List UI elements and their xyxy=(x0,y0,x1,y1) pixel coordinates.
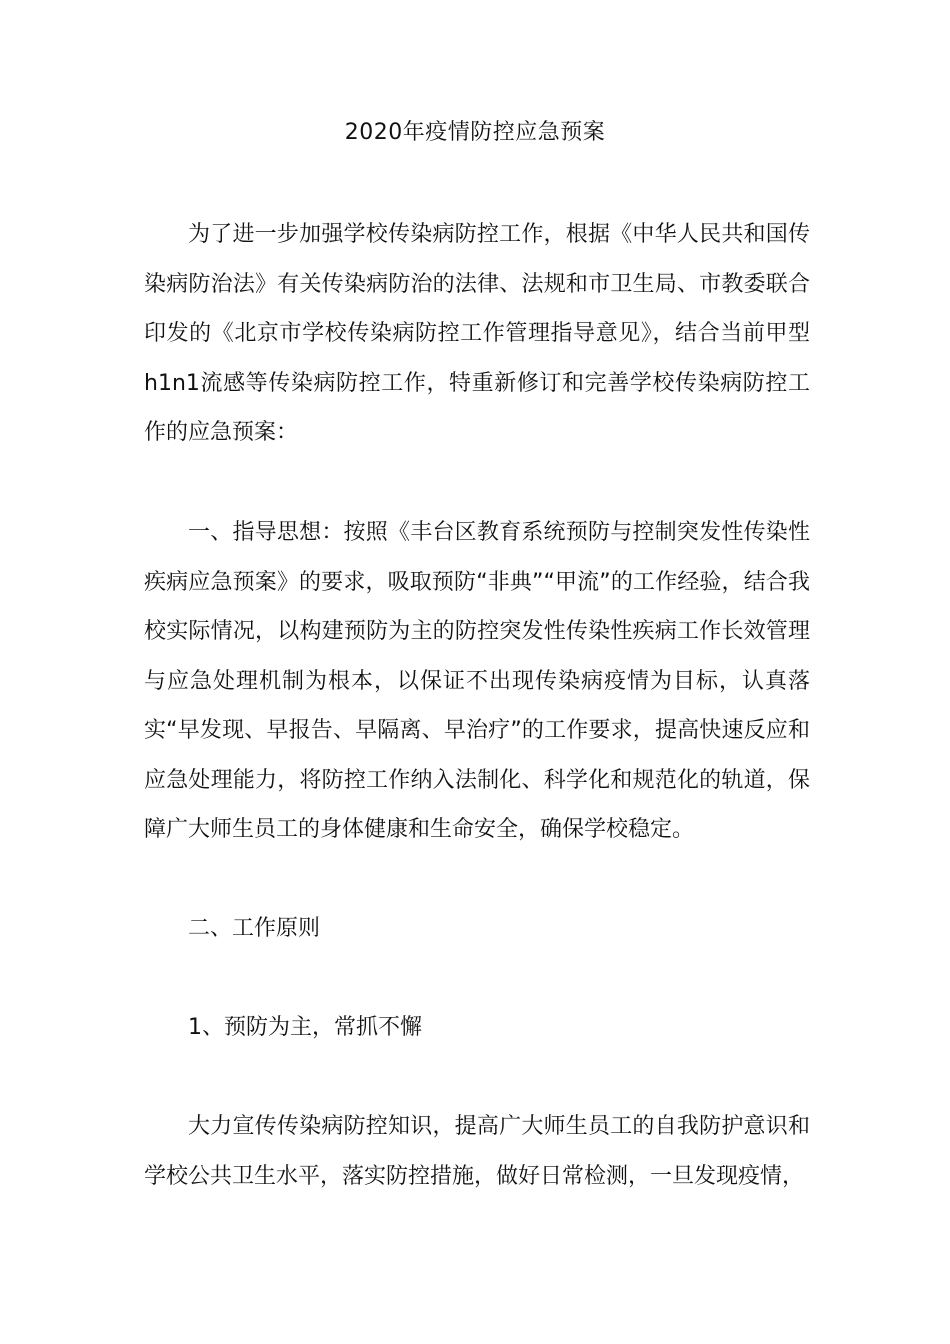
document-title: 2020年疫情防控应急预案 xyxy=(344,120,606,145)
intro-paragraph: 为了进一步加强学校传染病防控工作，根据《中华人民共和国传染病防治法》有关传染病防治的法律、法规和市卫生局、市教委联合印发的《北京市学校传染病防控工作管理指导意见》，结合当前甲型h1n1流感等传染病防控工作，特重新修订和完善学校传染病防控工作的应急预案： xyxy=(144,222,810,445)
principle-one-paragraph: 大力宣传传染病防控知识，提高广大师生员工的自我防护意识和学校公共卫生水平，落实防控措施，做好日常检测，一旦发现疫情， xyxy=(144,1114,810,1189)
guiding-thought-paragraph: 一、指导思想：按照《丰台区教育系统预防与控制突发性传染性疾病应急预案》的要求，吸取预防“非典”“甲流”的工作经验，结合我校实际情况，以构建预防为主的防控突发性传染性疾病工作长效管理与应急处理机制为根本，以保证不出现传染病疫情为目标，认真落实“早发现、早报告、早隔离、早治疗”的工作要求，提高快速反应和应急处理能力，将防控工作纳入法制化、科学化和规范化的轨道，保障广大师生员工的身体健康和生命安全，确保学校稳定。 xyxy=(144,520,810,842)
principle-one-heading: 1、预防为主，常抓不懈 xyxy=(188,1015,422,1040)
section-two-heading: 二、工作原则 xyxy=(188,916,321,941)
